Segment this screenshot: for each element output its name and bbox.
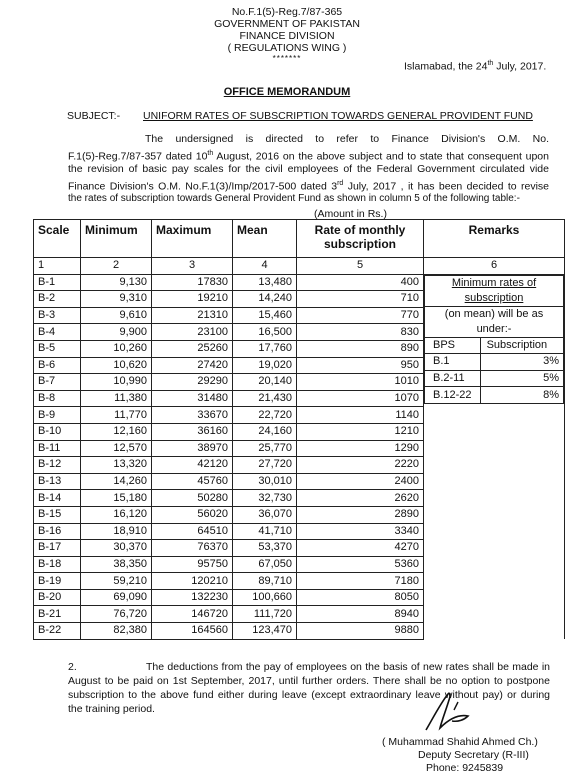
mean-cell: 36,070 — [233, 506, 297, 523]
rate-cell: 2400 — [297, 473, 424, 490]
intro-line-5: the rates of subscription towards General Provident Fund as shown in column 5 of the following table:- — [68, 193, 520, 204]
scale-cell: B-19 — [34, 573, 81, 590]
para2-number: 2. — [68, 661, 77, 673]
signatory-designation: Deputy Secretary (R-III) — [418, 749, 529, 761]
col-header-scale: Scale — [34, 220, 81, 258]
rate-cell: 1070 — [297, 390, 424, 407]
mean-cell: 15,460 — [233, 307, 297, 324]
maximum-cell: 120210 — [152, 573, 233, 590]
remarks-subscription-value: 5% — [480, 370, 563, 387]
minimum-cell: 11,770 — [81, 407, 152, 424]
mean-cell: 67,050 — [233, 556, 297, 573]
maximum-cell: 31480 — [152, 390, 233, 407]
minimum-cell: 9,310 — [81, 291, 152, 308]
rate-cell: 8050 — [297, 589, 424, 606]
maximum-cell: 146720 — [152, 606, 233, 623]
maximum-cell: 76370 — [152, 540, 233, 557]
rate-cell: 3340 — [297, 523, 424, 540]
scale-cell: B-12 — [34, 457, 81, 474]
remarks-subscription-header: Subscription — [480, 337, 563, 354]
col-number: 2 — [81, 258, 152, 275]
scale-cell: B-1 — [34, 274, 81, 291]
mean-cell: 24,160 — [233, 423, 297, 440]
minimum-cell: 9,610 — [81, 307, 152, 324]
minimum-cell: 76,720 — [81, 606, 152, 623]
scale-cell: B-17 — [34, 540, 81, 557]
col-number: 3 — [152, 258, 233, 275]
mean-cell: 123,470 — [233, 623, 297, 640]
col-number: 1 — [34, 258, 81, 275]
scale-cell: B-6 — [34, 357, 81, 374]
amount-note: (Amount in Rs.) — [314, 208, 387, 220]
remarks-bps-header: BPS — [425, 337, 481, 354]
scale-cell: B-20 — [34, 589, 81, 606]
scale-cell: B-13 — [34, 473, 81, 490]
para2-line-4: the training period. — [68, 703, 155, 715]
scale-cell: B-22 — [34, 623, 81, 640]
minimum-cell: 82,380 — [81, 623, 152, 640]
minimum-cell: 9,900 — [81, 324, 152, 341]
scale-cell: B-21 — [34, 606, 81, 623]
signatory-phone: Phone: 9245839 — [426, 762, 504, 774]
maximum-cell: 38970 — [152, 440, 233, 457]
maximum-cell: 36160 — [152, 423, 233, 440]
minimum-cell: 59,210 — [81, 573, 152, 590]
signatory-name: ( Muhammad Shahid Ahmed Ch.) — [382, 736, 538, 748]
mean-cell: 22,720 — [233, 407, 297, 424]
remarks-row — [425, 275, 564, 306]
rate-cell: 5360 — [297, 556, 424, 573]
scale-cell: B-9 — [34, 407, 81, 424]
mean-cell: 41,710 — [233, 523, 297, 540]
memo-title: OFFICE MEMORANDUM — [223, 86, 351, 98]
maximum-cell: 95750 — [152, 556, 233, 573]
intro-line-2: F.1(5)-Reg.7/87-357 dated 10th August, 2016 on the above subject and to state that consequent upon — [68, 150, 549, 163]
scale-cell: B-3 — [34, 307, 81, 324]
remarks-line-1: Minimum rates of subscription — [425, 275, 564, 306]
remarks-row — [425, 337, 564, 354]
mean-cell: 30,010 — [233, 473, 297, 490]
col-header-minimum: Minimum — [81, 220, 152, 258]
para2-line-3: subscription to the above fund either during leave (except extraordinary leave without pay) or during — [68, 689, 550, 701]
remarks-bps-value: B.12-22 — [425, 387, 481, 404]
scale-cell: B-11 — [34, 440, 81, 457]
rate-cell: 2620 — [297, 490, 424, 507]
remarks-row — [425, 387, 564, 404]
remarks-table — [424, 275, 564, 404]
mean-cell: 19,020 — [233, 357, 297, 374]
handwritten-signature — [418, 690, 478, 735]
scale-cell: B-15 — [34, 506, 81, 523]
mean-cell: 13,480 — [233, 274, 297, 291]
scale-cell: B-10 — [34, 423, 81, 440]
mean-cell: 20,140 — [233, 374, 297, 391]
government-heading: GOVERNMENT OF PAKISTAN — [214, 18, 360, 30]
mean-cell: 16,500 — [233, 324, 297, 341]
scale-cell: B-2 — [34, 291, 81, 308]
mean-cell: 100,660 — [233, 589, 297, 606]
mean-cell: 53,370 — [233, 540, 297, 557]
col-header-maximum: Maximum — [152, 220, 233, 258]
col-header-rate: Rate of monthly subscription — [297, 220, 424, 258]
col-header-mean: Mean — [233, 220, 297, 258]
wing-heading: ( REGULATIONS WING ) — [227, 42, 347, 54]
rate-cell: 7180 — [297, 573, 424, 590]
minimum-cell: 10,990 — [81, 374, 152, 391]
remarks-subscription-value: 8% — [480, 387, 563, 404]
minimum-cell: 12,570 — [81, 440, 152, 457]
maximum-cell: 64510 — [152, 523, 233, 540]
rate-cell: 1210 — [297, 423, 424, 440]
table-row — [34, 274, 565, 291]
remarks-line-2: (on mean) will be as under:- — [425, 306, 564, 337]
mean-cell: 21,430 — [233, 390, 297, 407]
maximum-cell: 45760 — [152, 473, 233, 490]
minimum-cell: 12,160 — [81, 423, 152, 440]
remarks-bps-value: B.1 — [425, 354, 481, 371]
maximum-cell: 42120 — [152, 457, 233, 474]
mean-cell: 17,760 — [233, 340, 297, 357]
remarks-subscription-value: 3% — [480, 354, 563, 371]
rate-cell: 710 — [297, 291, 424, 308]
table-header-row — [34, 220, 565, 258]
scale-cell: B-18 — [34, 556, 81, 573]
rate-cell: 2220 — [297, 457, 424, 474]
rate-cell: 9880 — [297, 623, 424, 640]
maximum-cell: 19210 — [152, 291, 233, 308]
minimum-cell: 15,180 — [81, 490, 152, 507]
remarks-row — [425, 354, 564, 371]
minimum-cell: 16,120 — [81, 506, 152, 523]
minimum-cell: 10,620 — [81, 357, 152, 374]
col-number: 5 — [297, 258, 424, 275]
maximum-cell: 50280 — [152, 490, 233, 507]
scale-cell: B-8 — [34, 390, 81, 407]
rate-cell: 950 — [297, 357, 424, 374]
remarks-cell — [424, 274, 565, 639]
intro-line-4: Finance Division's O.M. No.F.1(3)/Imp/2017-500 dated 3rd July, 2017 , it has been decided to revise — [68, 180, 549, 193]
col-header-remarks: Remarks — [424, 220, 565, 258]
minimum-cell: 38,350 — [81, 556, 152, 573]
col-number: 4 — [233, 258, 297, 275]
maximum-cell: 25260 — [152, 340, 233, 357]
maximum-cell: 132230 — [152, 589, 233, 606]
minimum-cell: 13,320 — [81, 457, 152, 474]
column-number-row — [34, 258, 565, 275]
scale-cell: B-5 — [34, 340, 81, 357]
division-heading: FINANCE DIVISION — [239, 30, 335, 42]
rate-cell: 830 — [297, 324, 424, 341]
rate-cell: 1140 — [297, 407, 424, 424]
rate-cell: 400 — [297, 274, 424, 291]
col-number: 6 — [424, 258, 565, 275]
subscription-table — [33, 219, 565, 640]
maximum-cell: 17830 — [152, 274, 233, 291]
rate-cell: 770 — [297, 307, 424, 324]
subject-text: UNIFORM RATES OF SUBSCRIPTION TOWARDS GENERAL PROVIDENT FUND — [143, 110, 533, 122]
remarks-row — [425, 306, 564, 337]
rate-cell: 8940 — [297, 606, 424, 623]
rate-cell: 890 — [297, 340, 424, 357]
scale-cell: B-7 — [34, 374, 81, 391]
rate-cell: 1290 — [297, 440, 424, 457]
mean-cell: 32,730 — [233, 490, 297, 507]
para2-line-2: August to be paid on 1st September, 2017, until further orders. There shall be no option to postpone — [68, 675, 550, 687]
minimum-cell: 18,910 — [81, 523, 152, 540]
remarks-bps-value: B.2-11 — [425, 370, 481, 387]
rate-cell: 2890 — [297, 506, 424, 523]
place-date: Islamabad, the 24th July, 2017. — [404, 60, 547, 73]
stars-divider: ******* — [272, 54, 302, 63]
mean-cell: 89,710 — [233, 573, 297, 590]
minimum-cell: 9,130 — [81, 274, 152, 291]
maximum-cell: 164560 — [152, 623, 233, 640]
mean-cell: 111,720 — [233, 606, 297, 623]
maximum-cell: 29290 — [152, 374, 233, 391]
maximum-cell: 23100 — [152, 324, 233, 341]
minimum-cell: 14,260 — [81, 473, 152, 490]
intro-line-1: The undersigned is directed to refer to Finance Division's O.M. No. — [145, 133, 549, 145]
maximum-cell: 27420 — [152, 357, 233, 374]
minimum-cell: 11,380 — [81, 390, 152, 407]
maximum-cell: 33670 — [152, 407, 233, 424]
mean-cell: 27,720 — [233, 457, 297, 474]
rate-cell: 1010 — [297, 374, 424, 391]
reference-number: No.F.1(5)-Reg.7/87-365 — [231, 6, 343, 18]
maximum-cell: 56020 — [152, 506, 233, 523]
subject-label: SUBJECT:- — [67, 110, 121, 122]
scale-cell: B-14 — [34, 490, 81, 507]
scale-cell: B-4 — [34, 324, 81, 341]
scale-cell: B-16 — [34, 523, 81, 540]
mean-cell: 25,770 — [233, 440, 297, 457]
minimum-cell: 69,090 — [81, 589, 152, 606]
minimum-cell: 30,370 — [81, 540, 152, 557]
maximum-cell: 21310 — [152, 307, 233, 324]
rate-cell: 4270 — [297, 540, 424, 557]
intro-line-3: the revision of basic pay scales for the civil employees of the Federal Government circulated vide — [68, 163, 549, 175]
mean-cell: 14,240 — [233, 291, 297, 308]
remarks-row — [425, 370, 564, 387]
para2-line-1: The deductions from the pay of employees on the basis of new rates shall be made in — [146, 661, 550, 673]
minimum-cell: 10,260 — [81, 340, 152, 357]
